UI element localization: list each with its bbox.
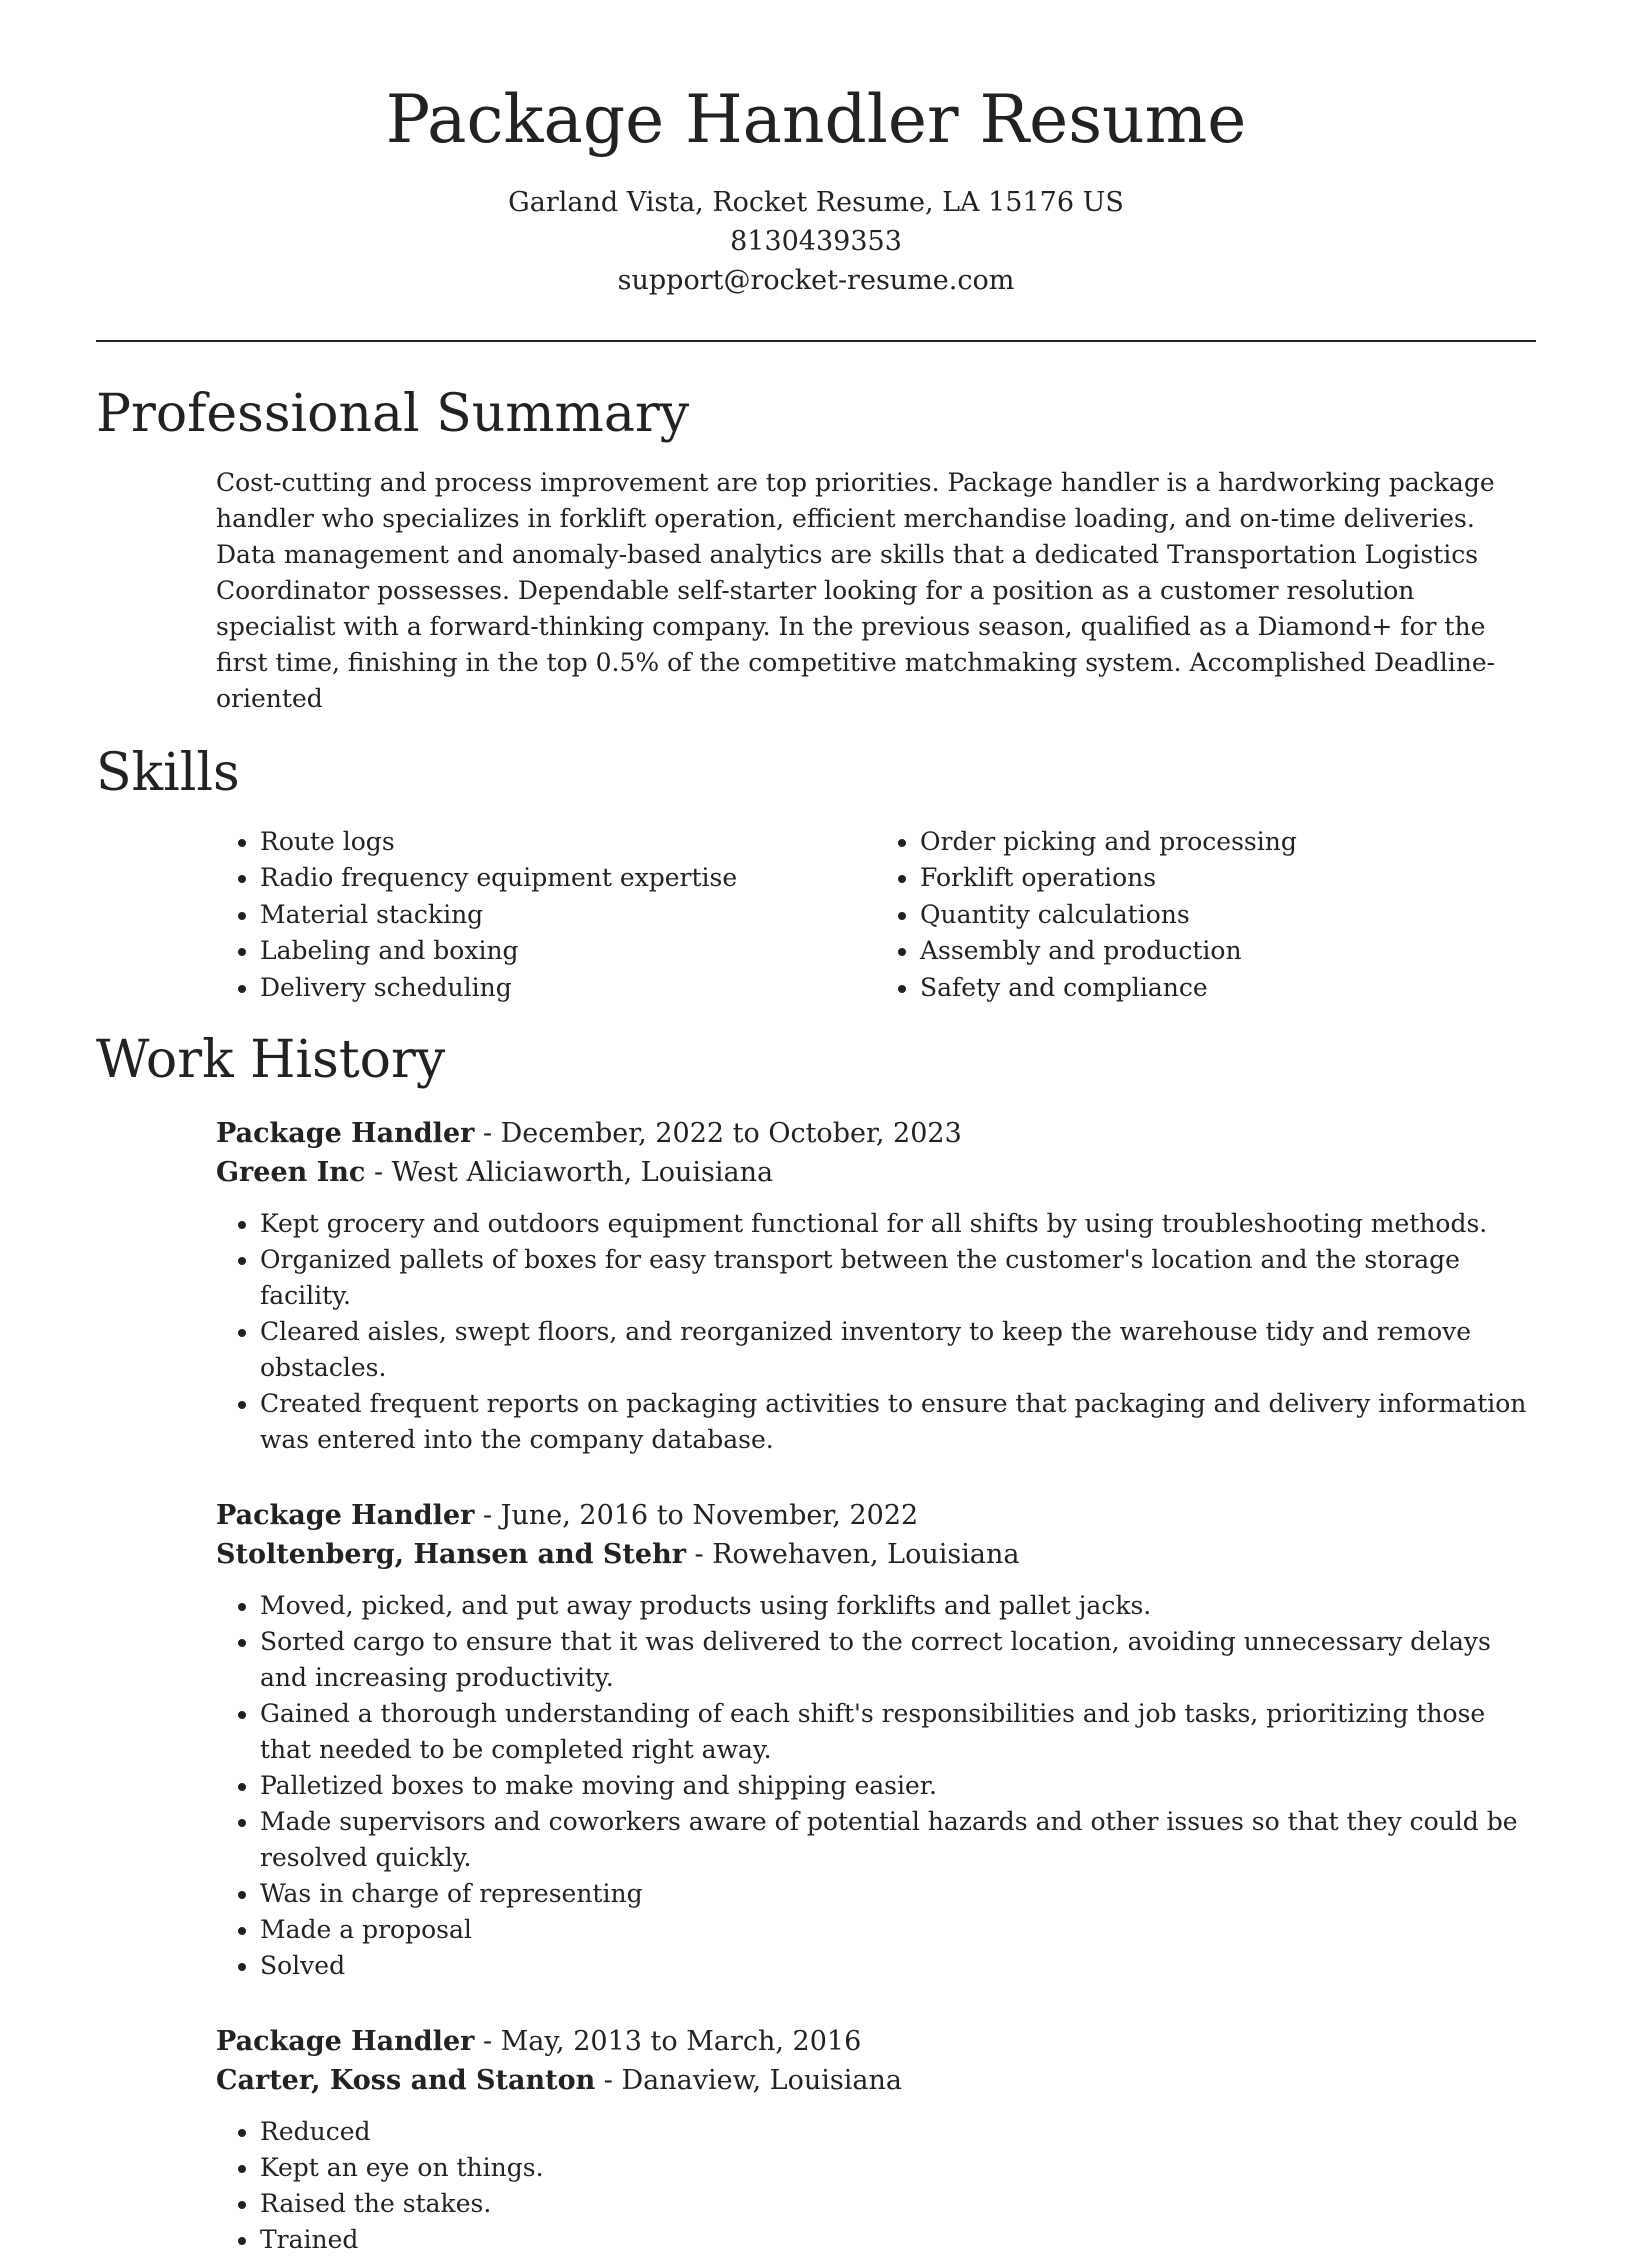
job-bullet: • Gained a thorough understanding of each shift's responsibilities and job tasks, prioritizing those that needed to be completed right away. xyxy=(260,1696,1536,1768)
job-bullet: • Solved xyxy=(260,1948,1536,1984)
job-title: Package Handler xyxy=(216,2025,475,2057)
job-bullet: • Made supervisors and coworkers aware of potential hazards and other issues so that they could be resolved quickly. xyxy=(260,1804,1536,1876)
skill-item: • Order picking and processing xyxy=(920,824,1536,861)
skill-item: • Assembly and production xyxy=(920,933,1536,970)
job-company: Green Inc xyxy=(216,1156,366,1188)
skills-list-right xyxy=(876,824,1536,1007)
job-company-line xyxy=(216,2061,1536,2100)
job-company-line xyxy=(216,1535,1536,1574)
job-bullet: • Kept grocery and outdoors equipment functional for all shifts by using troubleshooting methods. xyxy=(260,1206,1536,1242)
job-bullet: • Made a proposal xyxy=(260,1912,1536,1948)
job-dates: - December, 2022 to October, 2023 xyxy=(474,1117,962,1149)
summary-heading: Professional Summary xyxy=(96,383,690,444)
page-title: Package Handler Resume xyxy=(385,81,1247,158)
job-title-line xyxy=(216,2022,1536,2061)
job-bullet: • Kept an eye on things. xyxy=(260,2150,1536,2186)
job-location: - Danaview, Louisiana xyxy=(595,2064,902,2096)
skills-section xyxy=(96,742,1536,1007)
job-entry xyxy=(216,2022,1536,2258)
skill-item: • Material stacking xyxy=(260,897,876,934)
skill-item: • Radio frequency equipment expertise xyxy=(260,860,876,897)
skills-list-left xyxy=(216,824,876,1007)
job-title-line xyxy=(216,1114,1536,1153)
skill-item: • Safety and compliance xyxy=(920,970,1536,1007)
contact-address: Garland Vista, Rocket Resume, LA 15176 US xyxy=(508,186,1124,218)
skill-item: • Forklift operations xyxy=(920,860,1536,897)
job-bullet: • Was in charge of representing xyxy=(260,1876,1536,1912)
skill-item: • Labeling and boxing xyxy=(260,933,876,970)
job-bullet: • Moved, picked, and put away products using forklifts and pallet jacks. xyxy=(260,1588,1536,1624)
skill-item: • Delivery scheduling xyxy=(260,970,876,1007)
job-dates: - June, 2016 to November, 2022 xyxy=(474,1499,919,1531)
summary-text: Cost-cutting and process improvement are top priorities. Package handler is a hardworking package handler who specializes in forklift operation, efficient merchandise loading, and on-time deliveries. Data management and anomaly-based analytics are skills that a dedicated Transportation Logistics Coordinator possesses. Dependable self-starter looking for a position as a customer resolution specialist with a forward-thinking company. In the previous season, qualified as a Diamond+ for the first time, finishing in the top 0.5% of the competitive matchmaking system. Accomplished Deadline-oriented xyxy=(216,467,1496,713)
job-bullet: • Raised the stakes. xyxy=(260,2186,1536,2222)
contact-email: support@rocket-resume.com xyxy=(617,264,1015,296)
skills-heading: Skills xyxy=(96,742,240,803)
job-company: Carter, Koss and Stanton xyxy=(216,2064,596,2096)
job-bullet: • Sorted cargo to ensure that it was delivered to the correct location, avoiding unnecessary delays and increasing productivity. xyxy=(260,1624,1536,1696)
job-company: Stoltenberg, Hansen and Stehr xyxy=(216,1538,686,1570)
job-title: Package Handler xyxy=(216,1117,475,1149)
job-entry xyxy=(216,1114,1536,1458)
resume-header xyxy=(96,0,1536,300)
job-bullet: • Created frequent reports on packaging activities to ensure that packaging and delivery information was entered into the company database. xyxy=(260,1386,1536,1458)
job-list xyxy=(96,1114,1536,2258)
skill-item: • Route logs xyxy=(260,824,876,861)
work-history-heading: Work History xyxy=(96,1030,446,1091)
job-dates: - May, 2013 to March, 2016 xyxy=(474,2025,862,2057)
job-title: Package Handler xyxy=(216,1499,475,1531)
header-divider xyxy=(96,340,1536,342)
summary-section xyxy=(96,383,1536,717)
job-title-line xyxy=(216,1496,1536,1535)
skill-item: • Quantity calculations xyxy=(920,897,1536,934)
job-bullet: • Trained xyxy=(260,2222,1536,2258)
job-bullets xyxy=(216,1588,1536,1984)
contact-phone: 8130439353 xyxy=(730,225,902,257)
job-bullet: • Palletized boxes to make moving and shipping easier. xyxy=(260,1768,1536,1804)
skills-columns xyxy=(216,824,1536,1007)
job-entry xyxy=(216,1496,1536,1984)
job-bullets xyxy=(216,2114,1536,2258)
job-location: - West Aliciaworth, Louisiana xyxy=(365,1156,774,1188)
work-history-section xyxy=(96,1032,1536,2257)
job-bullet: • Cleared aisles, swept floors, and reorganized inventory to keep the warehouse tidy and remove obstacles. xyxy=(260,1314,1536,1386)
job-company-line xyxy=(216,1153,1536,1192)
job-bullets xyxy=(216,1206,1536,1458)
job-bullet: • Organized pallets of boxes for easy transport between the customer's location and the storage facility. xyxy=(260,1242,1536,1314)
job-location: - Rowehaven, Louisiana xyxy=(685,1538,1020,1570)
job-bullet: • Reduced xyxy=(260,2114,1536,2150)
